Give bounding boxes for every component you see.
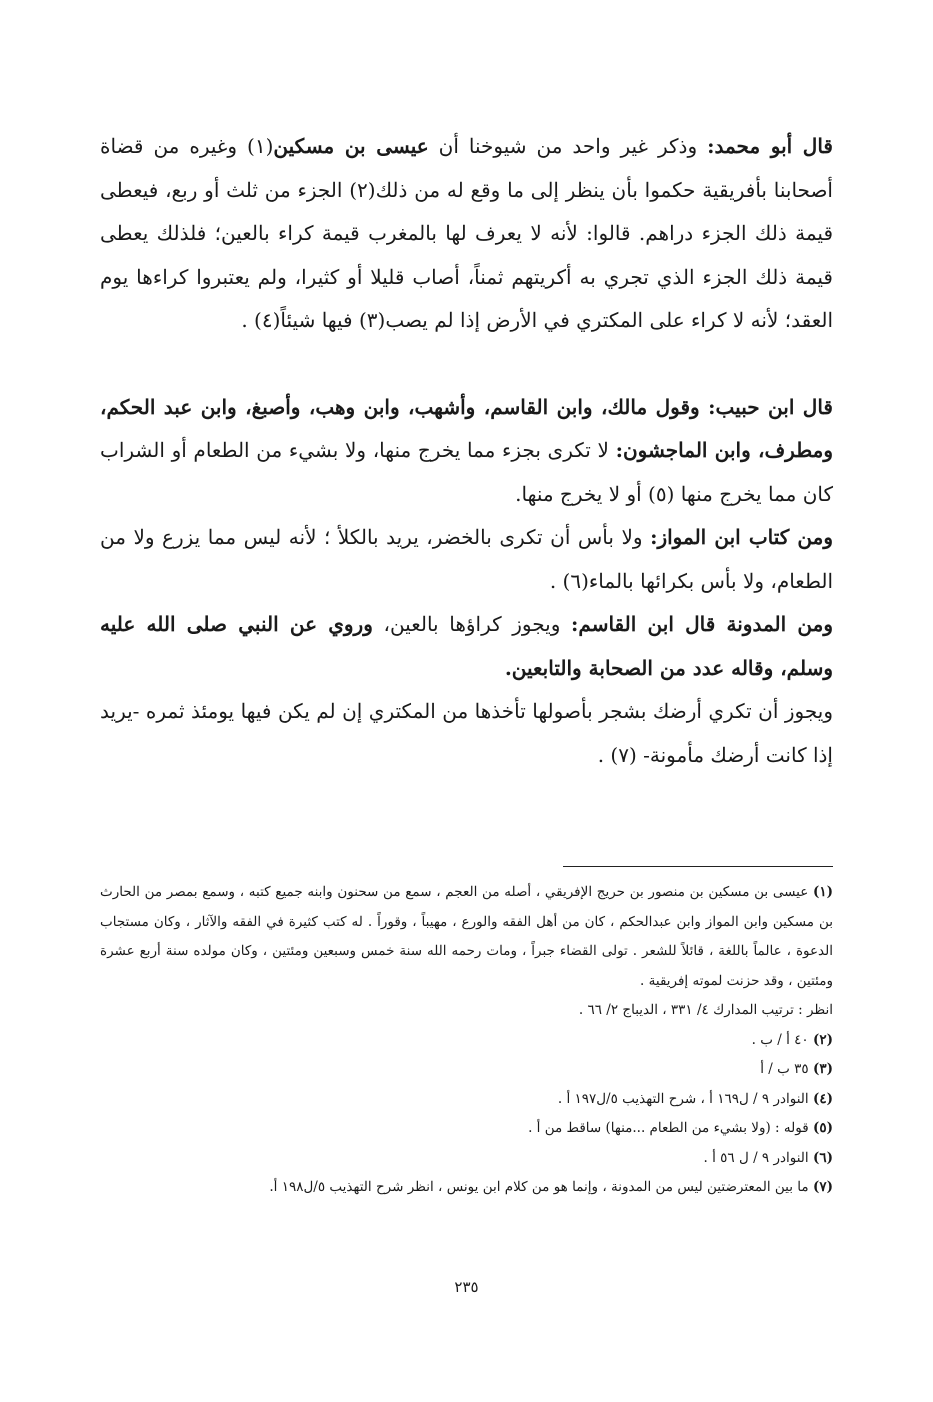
- footnote-text: قوله : (ولا بشيء من الطعام ...منها) ساقط من أ .: [528, 1120, 813, 1136]
- footnote-number: (١): [812, 884, 833, 900]
- footnote-text: النوادر ٩ / ل ٥٦ أ .: [703, 1149, 813, 1166]
- footnote-text: ٤٠ أ / ب .: [751, 1031, 813, 1048]
- name-isa-ibn-miskin: عيسى بن مسكين: [273, 134, 429, 158]
- paragraph-gap: [100, 343, 833, 386]
- footnote-text: انظر : ترتيب المدارك ٤/ ٣٣١ ، الديباج ٢/ ٦٦ .: [578, 1002, 833, 1018]
- paragraph-1-text-a: وذكر غير واحد من شيوخنا أن: [428, 134, 708, 158]
- speaker-ibn-habib: قال ابن حبيب: وقول مالك، وابن القاسم، وأشهب، وابن وهب، وأصبغ، وابن عبد الحكم، ومطرف، وابن الماجشون:: [100, 394, 833, 462]
- footnotes: [100, 878, 833, 1203]
- footnote-separator: [563, 866, 833, 867]
- paragraph-4: [100, 603, 833, 690]
- footnote-text: ٣٥ ب / أ: [760, 1061, 813, 1077]
- paragraph-1-text-b: (١) وغيره من قضاة أصحابنا بأفريقية حكموا بأن ينظر إلى ما وقع له من ذلك(٢) الجزء من ثلث أو ربع، فيعطى قيمة ذلك الجزء دراهم. قالوا: لأنه لا يعرف لها بالمغرب قيمة كراء بالعين؛ فلذلك يعطى قيمة ذلك الجزء الذي تجري به أكريتهم ثمناً، أصاب قليلا أو كثيرا، ولم يعتبروا كراءها يوم العقد؛ لأنه لا كراء على المكتري في الأرض إذا لم يصب(٣) فيها شيئاً(٤) .: [100, 134, 833, 332]
- paragraph-3: [100, 516, 833, 603]
- paragraph-5-text: ويجوز أن تكري أرضك بشجر بأصولها تأخذها من المكتري إن لم يكن فيها يومئذ ثمره -يريد إذا كانت أرضك مأمونة- (٧) .: [100, 699, 833, 767]
- footnote-3: [100, 1055, 833, 1085]
- footnote-2: [100, 1026, 833, 1056]
- paragraph-1: [100, 125, 833, 343]
- paragraph-4-text-b: وروي عن النبي صلى الله عليه وسلم، وقاله عدد من الصحابة والتابعين.: [100, 612, 833, 680]
- footnote-1-reference: [100, 996, 833, 1026]
- source-ibn-al-mawwaz: ومن كتاب ابن المواز:: [650, 525, 834, 549]
- footnote-1: [100, 878, 833, 996]
- footnote-number: (٣): [812, 1061, 833, 1077]
- main-text: [100, 125, 833, 777]
- footnote-7: [100, 1173, 833, 1203]
- paragraph-3-text: ولا بأس أن تكرى بالخضر، يريد بالكلأ ؛ لأنه ليس مما يزرع ولا من الطعام، ولا بأس بكرائها بالماء(٦) .: [100, 525, 833, 593]
- paragraph-5: [100, 690, 833, 777]
- footnote-5: [100, 1114, 833, 1144]
- footnote-text: النوادر ٩ / ل١٦٩ أ ، شرح التهذيب ٥/ل١٩٧ أ .: [557, 1090, 813, 1107]
- footnote-4: [100, 1085, 833, 1115]
- footnote-text: عيسى بن مسكين بن منصور بن حريج الإفريقي ، أصله من العجم ، سمع من سحنون وابنه جميع كتبه ، وسمع بمصر من الحارث بن مسكين وابن المواز وابن عبدالحكم ، كان من أهل الفقه والورع ، مهيباً ، وقوراً . له كتب كثيرة في الفقه والآثار ، وكان مستجاب الدعوة ، عالماً باللغة ، قائلاً للشعر . تولى القضاء جبراً ، ومات رحمه الله سنة خمس وسبعين ومئتين ، وكان مولده سنة أربع عشرة ومئتين ، وقد حزنت لموته إفريقية .: [100, 884, 833, 989]
- source-al-mudawwana: ومن المدونة قال ابن القاسم:: [571, 612, 833, 636]
- paragraph-4-text-a: ويجوز كراؤها بالعين،: [372, 612, 571, 636]
- footnote-number: (٢): [812, 1031, 833, 1048]
- footnote-6: [100, 1144, 833, 1174]
- paragraph-2: [100, 386, 833, 517]
- footnote-text: ما بين المعترضتين ليس من المدونة ، وإنما هو من كلام ابن يونس ، انظر شرح التهذيب ٥/ل١٩٨ أ.: [269, 1179, 813, 1195]
- footnote-number: (٧): [812, 1179, 833, 1195]
- footnote-number: (٦): [812, 1149, 833, 1166]
- footnote-number: (٤): [812, 1090, 833, 1107]
- footnote-number: (٥): [812, 1120, 833, 1136]
- page-number: ٢٣٥: [454, 1278, 479, 1296]
- paragraph-2-text: لا تكرى بجزء مما يخرج منها، ولا بشيء من الطعام أو الشراب كان مما يخرج منها (٥) أو لا يخرج منها.: [100, 438, 833, 506]
- speaker-abu-muhammad: قال أبو محمد:: [707, 134, 833, 158]
